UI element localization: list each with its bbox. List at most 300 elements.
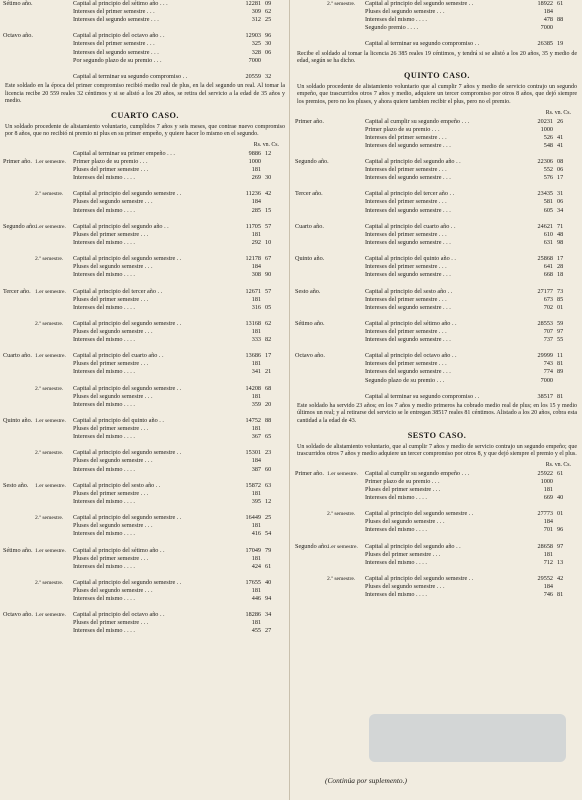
row-amount-reales: 478	[543, 16, 553, 24]
row-amount-centimos: 30	[265, 174, 272, 182]
row-description: Segundo premio . . . .	[365, 24, 419, 32]
row-amount-reales: 309	[251, 8, 261, 16]
row-amount-centimos: 89	[557, 368, 564, 376]
row-amount-reales: 333	[251, 336, 261, 344]
row-label: Octavo año.	[3, 611, 33, 619]
row-description: Intereses del segundo semestre . . .	[365, 368, 451, 376]
row-amount-reales: 17049	[245, 546, 261, 554]
row-amount-reales: 367	[251, 433, 261, 441]
row-description: Capital al terminar su primer empeño . . .	[73, 149, 175, 157]
row-amount-reales: 13168	[245, 319, 261, 327]
row-label: Segundo año.	[295, 542, 329, 550]
table-row	[3, 312, 287, 320]
row-amount-centimos: 40	[557, 494, 564, 502]
row-amount-centimos: 57	[265, 222, 272, 230]
row-description: Pluses del segundo semestre . . .	[73, 457, 153, 465]
row-description: Capital al principio del quinto año . .	[365, 255, 456, 263]
row-description: Intereses del primer semestre . . .	[365, 166, 447, 174]
row-amount-reales: 12178	[245, 255, 261, 263]
right-paragraph-4: Un soldado de alistamiento voluntario, que al cumplir 7 años y medio de servicio contrajo un segundo empeño; que trascurridos otros 7 años y medio adquiere un tercer compromiso por otros 8, y que dejó siempre el premio y el plus.	[297, 443, 577, 458]
row-description: Intereses del mismo . . . .	[365, 494, 427, 502]
row-description: Intereses del mismo . . . .	[73, 465, 135, 473]
row-description: Intereses del mismo . . . .	[73, 271, 135, 279]
row-description: Pluses del primer semestre . . .	[73, 295, 149, 303]
table-row	[295, 494, 579, 502]
row-amount-reales: 737	[543, 336, 553, 344]
table-row	[3, 190, 287, 198]
table-row	[3, 441, 287, 449]
row-description: Capital al principio del segundo año . .	[365, 542, 461, 550]
row-amount-centimos: 17	[557, 174, 564, 182]
table-row	[3, 16, 287, 24]
table-row	[3, 409, 287, 417]
row-description: Intereses del mismo . . . .	[73, 206, 135, 214]
row-label: Sétimo año.	[3, 546, 33, 554]
row-description: Capital al principio del segundo semestre . .	[73, 578, 182, 586]
row-amount-centimos: 41	[557, 133, 564, 141]
table-row	[3, 239, 287, 247]
table-row	[295, 320, 579, 328]
row-amount-centimos: 57	[265, 287, 272, 295]
table-row	[3, 490, 287, 498]
row-label: Sesto año.	[295, 287, 321, 295]
table-row	[3, 385, 287, 393]
row-amount-centimos: 20	[265, 400, 272, 408]
row-description: Capital al principio del sesto año . .	[365, 287, 453, 295]
row-description: Capital al principio del segundo año . .	[365, 158, 461, 165]
table-row	[295, 198, 579, 206]
row-amount-centimos: 40	[265, 578, 272, 586]
table-row	[3, 555, 287, 563]
table-row	[3, 320, 287, 328]
row-description: Capital al principio del segundo año . .	[73, 222, 169, 230]
table-row	[3, 57, 287, 65]
row-amount-centimos: 96	[557, 526, 564, 534]
row-amount-reales: 25922	[537, 469, 553, 477]
row-amount-reales: 27773	[537, 510, 553, 518]
row-description: Capital al terminar su segundo compromiso . .	[365, 40, 480, 48]
row-description: Pluses del primer semestre . . .	[73, 619, 149, 627]
row-amount-reales: 308	[251, 271, 261, 279]
continuation-note: (Continúa por suplemento.)	[325, 776, 407, 785]
table-row	[295, 486, 579, 494]
table-row	[295, 126, 579, 134]
table-row	[3, 571, 287, 579]
row-semester: 1.er semestre.	[35, 612, 66, 619]
row-amount-centimos: 61	[265, 562, 272, 570]
row-label: Primer año.	[295, 117, 324, 125]
row-description: Pluses del primer semestre . . .	[73, 360, 149, 368]
row-amount-centimos: 60	[265, 465, 272, 473]
table-row	[295, 166, 579, 174]
row-amount-centimos: 27	[265, 627, 272, 635]
right-paragraph-3: Este soldado ha servido 23 años; en los 7 años y medio primeros ha cobrado medio real de plus; en los 15 y medio últimos un real; y al retirarse del servicio se le entregan 38517 reales 81 céntimos. Alistado a los 20 años, cobra esta cantidad a la edad de 43.	[297, 402, 577, 424]
row-description: Pluses del primer semestre . . .	[73, 166, 149, 174]
row-amount-reales: 9886	[248, 149, 261, 157]
row-amount-reales: 26385	[537, 40, 553, 48]
left-top-table	[3, 0, 287, 81]
row-label: Sétimo año.	[3, 0, 33, 7]
table-row	[3, 304, 287, 312]
row-description: Capital al principio del sétimo año . .	[365, 319, 457, 327]
row-description: Capital al principio del segundo semestre . .	[73, 319, 182, 327]
row-description: Intereses del mismo . . . .	[73, 174, 135, 182]
row-amount-centimos: 67	[265, 255, 272, 263]
row-description: Intereses del primer semestre . . .	[365, 230, 447, 238]
table-row	[3, 223, 287, 231]
row-description: Intereses del segundo semestre . . .	[365, 141, 451, 149]
row-amount-centimos: 17	[265, 352, 272, 360]
row-semester: 1.er semestre.	[327, 470, 358, 477]
row-description: Capital al principio del sétimo año . .	[73, 546, 165, 554]
row-amount-reales: 12903	[245, 32, 261, 40]
row-description: Intereses del mismo . . . .	[365, 591, 427, 599]
table-row	[295, 478, 579, 486]
table-row	[295, 518, 579, 526]
table-row	[3, 522, 287, 530]
row-label: Octavo año.	[3, 32, 33, 40]
row-amount-reales: 20231	[537, 117, 553, 125]
table-row	[3, 263, 287, 271]
left-column	[3, 0, 287, 800]
row-amount-reales: 184	[543, 518, 553, 526]
row-description: Capital al principio del octavo año . .	[365, 352, 457, 360]
table-row	[295, 24, 579, 32]
table-row	[3, 417, 287, 425]
table-row	[295, 312, 579, 320]
row-description: Intereses del primer semestre . . .	[73, 8, 155, 16]
table-row	[295, 352, 579, 360]
row-amount-reales: 774	[543, 368, 553, 376]
row-amount-centimos: 34	[557, 206, 564, 214]
row-amount-centimos: 97	[557, 542, 564, 550]
table-row	[295, 247, 579, 255]
row-amount-centimos: 71	[557, 222, 564, 230]
table-row	[3, 368, 287, 376]
library-watermark-logo	[365, 708, 570, 768]
row-semester: 1.er semestre.	[327, 543, 358, 550]
table-row	[3, 377, 287, 385]
table-row	[3, 247, 287, 255]
row-amount-reales: 181	[251, 327, 261, 335]
row-description: Pluses del segundo semestre . . .	[73, 586, 153, 594]
table-row	[295, 0, 579, 8]
row-amount-reales: 359	[251, 400, 261, 408]
row-description: Capital al principio del octavo año . .	[73, 32, 165, 40]
row-description: Primer plazo de su premio . . .	[73, 158, 148, 165]
table-row	[3, 328, 287, 336]
table-row	[3, 619, 287, 627]
table-row	[295, 304, 579, 312]
row-amount-centimos: 34	[265, 611, 272, 619]
heading-cuarto-caso: CUARTO CASO.	[111, 110, 179, 120]
table-row	[3, 336, 287, 344]
row-description: Capital al principio del segundo semestre . .	[73, 384, 182, 392]
row-amount-centimos: 25	[265, 16, 272, 24]
row-description: Capital al principio del segundo semestre . .	[365, 0, 474, 7]
row-amount-centimos: 88	[265, 417, 272, 424]
table-row	[3, 587, 287, 595]
table-row	[295, 567, 579, 575]
row-amount-reales: 16449	[245, 514, 261, 522]
table-row	[295, 223, 579, 231]
row-description: Primer plazo de su premio . . .	[365, 125, 440, 133]
row-description: Pluses del primer semestre . . .	[365, 485, 441, 493]
row-amount-reales: 269	[251, 174, 261, 182]
row-amount-reales: 11705	[245, 222, 261, 230]
row-description: Capital al principio del octavo año . .	[73, 611, 165, 619]
row-amount-centimos: 08	[557, 158, 564, 165]
row-description: Capital al principio del segundo semestre . .	[73, 514, 182, 522]
row-amount-centimos: 26	[557, 117, 564, 125]
table-row	[3, 579, 287, 587]
row-amount-centimos: 65	[265, 433, 272, 441]
row-description: Capital al principio del segundo semestre . .	[73, 449, 182, 457]
row-description: Intereses del mismo . . . .	[73, 400, 135, 408]
row-description: Pluses del primer semestre . . .	[73, 489, 149, 497]
row-amount-reales: 7000	[540, 376, 553, 384]
row-amount-reales: 181	[251, 489, 261, 497]
row-amount-reales: 631	[543, 238, 553, 246]
heading-quinto-caso: QUINTO CASO.	[404, 70, 470, 80]
table-row	[295, 336, 579, 344]
right-column	[295, 0, 579, 800]
row-description: Pluses del segundo semestre . . .	[73, 522, 153, 530]
row-semester: 2.º semestre.	[35, 515, 64, 522]
table-row	[3, 547, 287, 555]
row-amount-centimos: 25	[265, 514, 272, 522]
row-description: Capital al cumplir su segundo empeño . . .	[365, 469, 470, 477]
table-row	[3, 627, 287, 635]
row-amount-centimos: 21	[265, 368, 272, 376]
table-row	[295, 118, 579, 126]
row-amount-reales: 746	[543, 591, 553, 599]
row-amount-centimos: 62	[265, 8, 272, 16]
table-row	[295, 368, 579, 376]
row-description: Capital al principio del segundo semestre . .	[365, 575, 474, 582]
row-amount-centimos: 06	[557, 198, 564, 206]
row-description: Por segundo plazo de su premio . . .	[73, 56, 162, 64]
table-row	[295, 559, 579, 567]
row-semester: 2.º semestre.	[35, 320, 64, 327]
row-description: Intereses del segundo semestre . . .	[365, 271, 451, 279]
row-amount-centimos: 96	[265, 32, 272, 40]
row-amount-reales: 673	[543, 295, 553, 303]
row-description: Intereses del mismo . . . .	[73, 530, 135, 538]
row-amount-reales: 292	[251, 238, 261, 246]
row-semester: 1.er semestre.	[35, 288, 66, 295]
right-paragraph-2: Un soldado procedente de alistamiento voluntario que al cumplir 7 años y medio de servicio contrajo un segundo empeño, que trascurridos otros 7 años y medio, adquiere un tercer compromiso por otros 8 años, que dejó siempre los premios, pero no los pluses, y ahora quiere tambien recibir el plus, pero no el premio.	[297, 83, 577, 105]
table-row	[295, 470, 579, 478]
right-paragraph-1: Recibe el soldado al tomar la licencia 26 385 reales 19 céntimos, y tendrá si se alistó a los 20 años, 35 y medio de edad, según se ha dicho.	[297, 50, 577, 65]
row-description: Intereses del segundo semestre . . .	[365, 238, 451, 246]
row-amount-centimos: 10	[265, 238, 272, 246]
row-amount-centimos: 82	[265, 336, 272, 344]
row-description: Intereses del mismo . . . .	[73, 238, 135, 246]
units-header: Rs. vn. Cs.	[253, 141, 279, 148]
row-description: Capital al cumplir su segundo empeño . . .	[365, 117, 470, 125]
table-row	[295, 526, 579, 534]
row-description: Pluses del segundo semestre . . .	[73, 327, 153, 335]
left-paragraph-2: Un soldado procedente de alistamiento voluntario, cumplidos 7 años y seis meses, que contrae nuevo compromiso por 8 años, que no recibió ni premio ni plus en su primer empeño, y quiere hacer lo mismo en el segundo.	[5, 123, 285, 138]
table-row	[295, 142, 579, 150]
row-amount-centimos: 05	[265, 303, 272, 311]
row-description: Capital al principio del segundo semestre . .	[73, 255, 182, 263]
row-amount-reales: 184	[251, 198, 261, 206]
row-description: Intereses del mismo . . . .	[73, 303, 135, 311]
row-description: Primer plazo de su premio . . .	[365, 477, 440, 485]
row-amount-centimos: 48	[557, 230, 564, 238]
table-row	[3, 207, 287, 215]
row-amount-reales: 12671	[245, 287, 261, 295]
table-row	[3, 401, 287, 409]
table-row	[295, 40, 579, 48]
table-row	[3, 425, 287, 433]
table-row	[3, 611, 287, 619]
row-amount-reales: 14208	[245, 384, 261, 392]
row-amount-centimos: 12	[265, 497, 272, 505]
row-amount-reales: 29552	[537, 575, 553, 582]
row-description: Intereses del mismo . . . .	[365, 526, 427, 534]
row-amount-reales: 22306	[537, 158, 553, 165]
row-description: Capital al principio del tercer año . .	[365, 190, 455, 198]
row-description: Pluses del primer semestre . . .	[73, 554, 149, 562]
table-row	[3, 73, 287, 81]
row-amount-centimos: 79	[265, 546, 272, 554]
row-amount-reales: 316	[251, 303, 261, 311]
table-row	[295, 543, 579, 551]
row-description: Pluses del segundo semestre . . .	[73, 392, 153, 400]
row-amount-reales: 23435	[537, 190, 553, 198]
units-header: Rs. vn. Cs.	[545, 109, 571, 116]
row-amount-reales: 181	[251, 554, 261, 562]
row-amount-centimos: 62	[265, 319, 272, 327]
row-amount-reales: 712	[543, 558, 553, 566]
row-label: Sétimo año.	[295, 319, 325, 327]
table-row	[3, 271, 287, 279]
table-row	[3, 150, 287, 158]
table-row	[295, 591, 579, 599]
table-row	[3, 595, 287, 603]
row-description: Intereses del primer semestre . . .	[365, 133, 447, 141]
row-semester: 1.er semestre.	[35, 482, 66, 489]
row-amount-centimos: 42	[265, 190, 272, 198]
row-amount-centimos: 06	[265, 48, 272, 56]
table-row	[3, 174, 287, 182]
row-amount-reales: 181	[251, 392, 261, 400]
row-semester: 2.º semestre.	[35, 450, 64, 457]
row-amount-reales: 325	[251, 40, 261, 48]
row-semester: 2.º semestre.	[327, 511, 356, 518]
table-row	[3, 482, 287, 490]
row-description: Intereses del primer semestre . . .	[365, 295, 447, 303]
row-amount-reales: 13686	[245, 352, 261, 360]
row-amount-centimos: 55	[557, 336, 564, 344]
table-row	[295, 134, 579, 142]
row-amount-reales: 312	[251, 16, 261, 24]
row-amount-centimos: 90	[265, 271, 272, 279]
row-semester: 2.º semestre.	[327, 576, 356, 582]
row-description: Intereses del primer semestre . . .	[365, 263, 447, 271]
row-amount-reales: 7000	[248, 56, 261, 64]
row-description: Capital al principio del quinto año . .	[73, 417, 164, 424]
row-description: Pluses del segundo semestre . . .	[365, 583, 445, 591]
table-row	[3, 279, 287, 287]
table-row	[3, 0, 287, 8]
row-amount-reales: 184	[543, 583, 553, 591]
row-description: Capital al principio del sétimo año . . .	[73, 0, 168, 7]
right-top-table	[295, 0, 579, 49]
row-amount-centimos: 73	[557, 287, 564, 295]
row-amount-centimos: 88	[557, 16, 564, 24]
row-label: Quinto año.	[295, 255, 325, 263]
table-row	[295, 150, 579, 158]
table-row	[3, 65, 287, 73]
row-amount-reales: 552	[543, 166, 553, 174]
row-description: Intereses del mismo . . . .	[73, 433, 135, 441]
table-row	[295, 174, 579, 182]
row-amount-reales: 181	[543, 485, 553, 493]
row-amount-reales: 184	[543, 8, 553, 16]
row-amount-centimos: 97	[557, 327, 564, 335]
row-semester: 1.er semestre.	[35, 547, 66, 554]
row-amount-reales: 181	[251, 295, 261, 303]
row-amount-centimos: 98	[557, 238, 564, 246]
row-amount-centimos: 12	[265, 149, 272, 157]
row-label: Cuarto año.	[295, 222, 324, 230]
table-row	[3, 32, 287, 40]
row-amount-centimos: 11	[557, 352, 563, 360]
row-amount-centimos: 85	[557, 295, 564, 303]
row-amount-reales: 28658	[537, 542, 553, 550]
table-row	[3, 215, 287, 223]
row-label: Segundo año.	[295, 158, 329, 165]
row-amount-reales: 184	[251, 457, 261, 465]
row-amount-reales: 15301	[245, 449, 261, 457]
table-row	[3, 352, 287, 360]
row-amount-reales: 328	[251, 48, 261, 56]
row-amount-centimos: 63	[265, 481, 272, 489]
table-row	[3, 457, 287, 465]
row-amount-reales: 181	[251, 230, 261, 238]
table-row	[295, 535, 579, 543]
row-amount-centimos: 13	[557, 558, 564, 566]
row-amount-reales: 610	[543, 230, 553, 238]
table-row	[3, 433, 287, 441]
right-table-sesto	[295, 470, 579, 600]
row-amount-reales: 455	[251, 627, 261, 635]
row-amount-centimos: 19	[557, 40, 564, 48]
table-row	[295, 239, 579, 247]
row-description: Intereses del segundo semestre . . .	[365, 336, 451, 344]
row-label: Quinto año.	[3, 417, 33, 424]
table-row	[3, 24, 287, 32]
row-semester: 1.er semestre.	[35, 223, 66, 230]
row-amount-centimos: 59	[557, 319, 564, 327]
row-description: Intereses del segundo semestre . . .	[73, 16, 159, 24]
row-amount-reales: 669	[543, 494, 553, 502]
row-description: Intereses del mismo . . . .	[365, 558, 427, 566]
row-amount-centimos: 32	[265, 72, 272, 80]
table-row	[295, 583, 579, 591]
table-row	[3, 506, 287, 514]
row-amount-reales: 395	[251, 497, 261, 505]
table-row	[3, 198, 287, 206]
row-description: Capital al principio del cuarto año . .	[365, 222, 456, 230]
table-row	[295, 575, 579, 583]
row-amount-centimos: 81	[557, 360, 564, 368]
row-amount-reales: 702	[543, 303, 553, 311]
